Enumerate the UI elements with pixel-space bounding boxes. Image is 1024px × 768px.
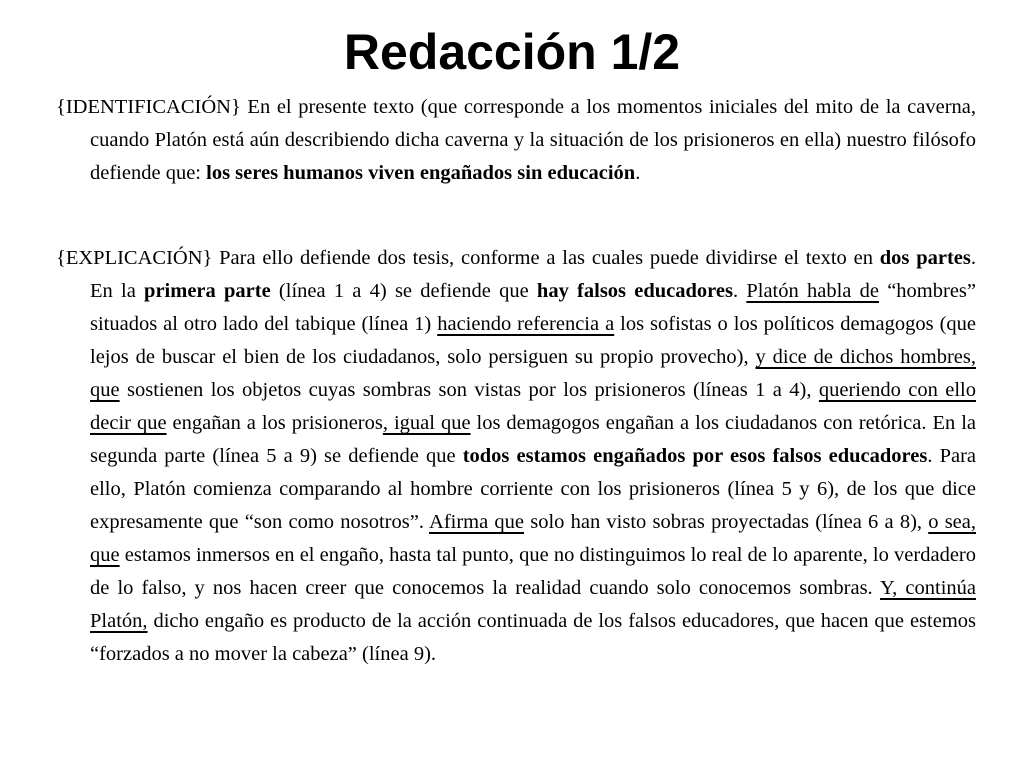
text-segment: los sofistas o los políticos demagogos (que lejos de buscar el bien de los ciudadanos, solo persiguen su propio provecho), [90, 313, 976, 368]
text-segment: sostienen los objetos cuyas sombras son vistas por los prisioneros (líneas 1 a 4), [119, 379, 819, 401]
text-segment: . En la [90, 247, 976, 302]
underlined-text: y dice de dichos hombres, que [90, 346, 976, 401]
underlined-text: Afirma que [429, 511, 525, 533]
underlined-text: o sea, que [90, 511, 976, 566]
text-segment: . [732, 280, 747, 302]
text-segment: {EXPLICACIÓN} Para ello defiende dos tesis, conforme a las cuales puede dividirse el texto en [56, 247, 880, 269]
underlined-text: queriendo con ello decir que [90, 379, 976, 434]
underlined-text: Y, continúa Platón, [90, 577, 976, 632]
text-segment: “hombres” situados al otro lado del tabique (línea 1) [90, 280, 977, 335]
text-segment: dicho engaño es producto de la acción continuada de los falsos educadores, que hacen que estemos “forzados a no mover la cabeza” (línea 9). [90, 610, 976, 665]
text-segment: (línea 1 a 4) se defiende que [270, 280, 537, 302]
text-segment: . [635, 162, 641, 184]
identification-paragraph [56, 91, 976, 190]
bold-text: dos partes [879, 247, 971, 269]
underlined-text: Platón habla de [746, 280, 879, 302]
text-segment: estamos inmersos en el engaño, hasta tal punto, que no distinguimos lo real de lo aparente, lo verdadero de lo falso, y nos hacen creer que conocemos la realidad cuando solo conocemos sombras. [90, 544, 976, 599]
slide-title: Redacción 1/2 [343, 24, 681, 80]
bold-text: todos estamos engañados por esos falsos educadores [462, 445, 928, 467]
text-segment: solo han visto sobras proyectadas (línea 6 a 8), [524, 511, 929, 533]
underlined-text: , igual que [382, 412, 471, 434]
text-segment: . Para ello, Platón comienza comparando al hombre corriente con los prisioneros (línea 5 y 6), de los que dice expresamente que “son como nosotros”. [90, 445, 976, 533]
explanation-paragraph [56, 242, 976, 671]
text-segment: {IDENTIFICACIÓN} En el presente texto (que corresponde a los momentos iniciales del mito de la caverna, cuando Platón está aún describiendo dicha caverna y la situación de los prisioneros en ella) nuestro filósofo defiende que: [56, 96, 976, 184]
underlined-text: haciendo referencia a [437, 313, 615, 335]
bold-text: primera parte [144, 280, 271, 302]
bold-text: hay falsos educadores [536, 280, 733, 302]
thesis-bold: los seres humanos viven engañados sin educación [206, 162, 636, 184]
text-segment: engañan a los prisioneros [166, 412, 383, 434]
text-segment: los demagogos engañan a los ciudadanos con retórica. En la segunda parte (línea 5 a 9) se defiende que [90, 412, 977, 467]
